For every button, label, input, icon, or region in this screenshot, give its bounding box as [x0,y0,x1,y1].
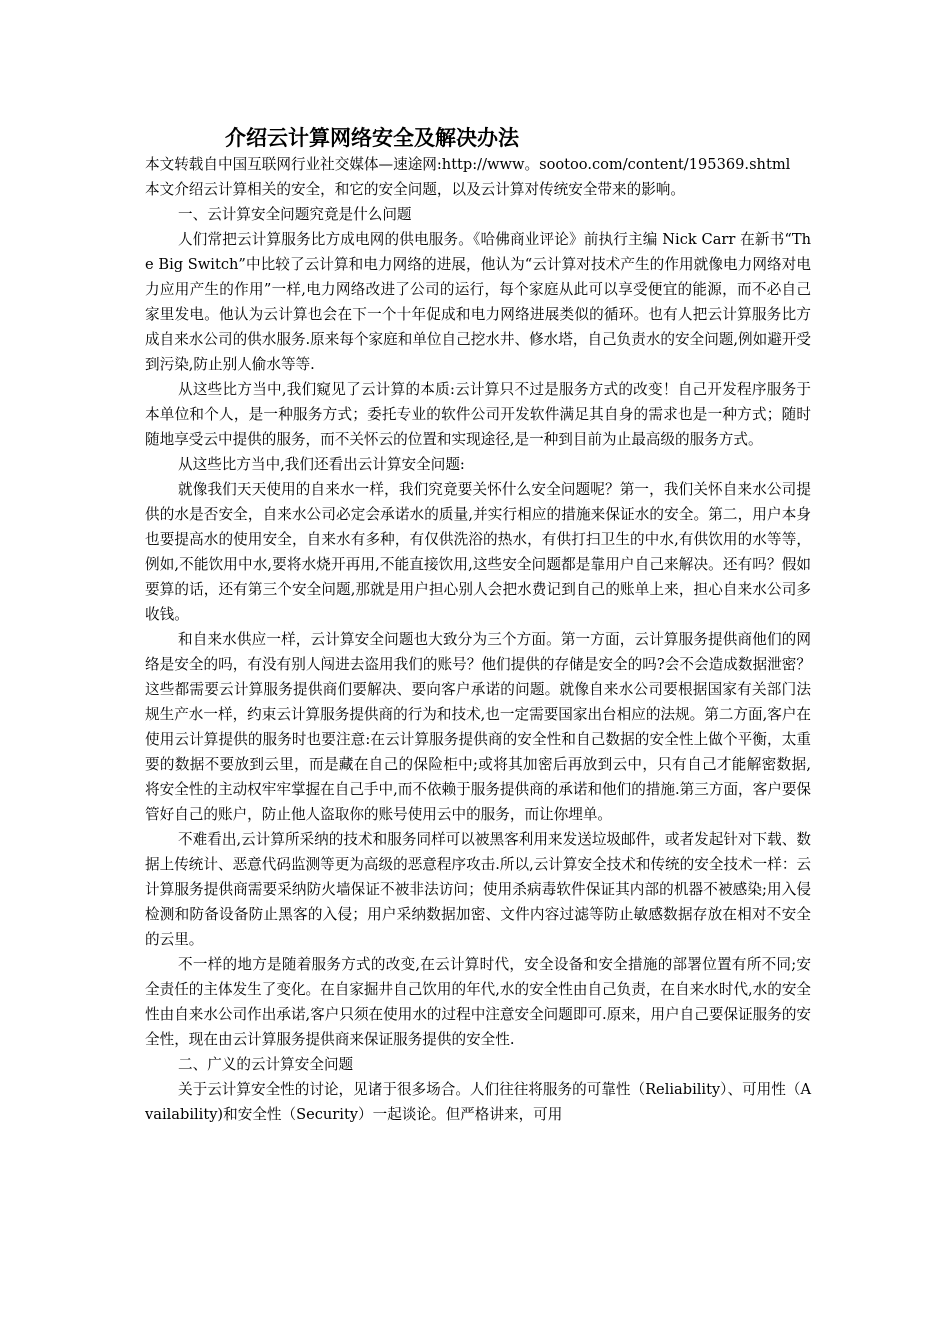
section-heading-2: 二、广义的云计算安全问题 [178,1056,354,1073]
body-paragraph: 人们常把云计算服务比方成电网的供电服务。《哈佛商业评论》前执行主编 Nick Carr 在新书“The Big Switch”中比较了云计算和电力网络的进展，他认为“云计算对技术产生的作用就像电力网络对电力应用产生的作用”一样,电力网络改进了公司的运行，每个家庭从此可以享受便宜的能源，而不必自己家里发电。他认为云计算也会在下一个十年促成和电力网络进展类似的循环。也有人把云计算服务比方成自来水公司的供水服务.原来每个家庭和单位自己挖水井、修水塔，自己负责水的安全问题,例如避开受到污染,防止别人偷水等等. [145,231,812,373]
body-paragraph: 不难看出,云计算所采纳的技术和服务同样可以被黑客利用来发送垃圾邮件，或者发起针对下载、数据上传统计、恶意代码监测等更为高级的恶意程序攻击.所以,云计算安全技术和传统的安全技术一样：云计算服务提供商需要采纳防火墙保证不被非法访问；使用杀病毒软件保证其内部的机器不被感染;用入侵检测和防备设备防止黑客的入侵；用户采纳数据加密、文件内容过滤等防止敏感数据存放在相对不安全的云里。 [145,831,812,948]
intro-paragraph: 本文介绍云计算相关的安全，和它的安全问题，以及云计算对传统安全带来的影响。 [145,181,685,198]
body-paragraph: 从这些比方当中,我们窥见了云计算的本质:云计算只不过是服务方式的改变！自己开发程序服务于本单位和个人，是一种服务方式；委托专业的软件公司开发软件满足其自身的需求也是一种方式；随时随地享受云中提供的服务，而不关怀云的位置和实现途径,是一种到目前为止最高级的服务方式。 [145,381,811,448]
document-title: 介绍云计算网络安全及解决办法 [225,126,519,150]
source-line: 本文转载自中国互联网行业社交媒体—速途网:http://www。sootoo.com/content/195369.shtml [145,156,791,173]
section-heading-1: 一、云计算安全问题究竟是什么问题 [178,206,412,223]
body-paragraph: 不一样的地方是随着服务方式的改变,在云计算时代，安全设备和安全措施的部署位置有所不同;安全责任的主体发生了变化。在自家掘井自己饮用的年代,水的安全性由自己负责，在自来水时代,水的安全性由自来水公司作出承诺,客户只须在使用水的过程中注意安全问题即可.原来，用户自己要保证服务的安全性，现在由云计算服务提供商来保证服务提供的安全性. [145,956,812,1048]
document-page [145,124,811,1127]
body-paragraph: 从这些比方当中,我们还看出云计算安全问题: [178,456,465,473]
body-paragraph: 和自来水供应一样，云计算安全问题也大致分为三个方面。第一方面，云计算服务提供商他们的网络是安全的吗，有没有别人闯进去盗用我们的账号？他们提供的存储是安全的吗?会不会造成数据泄密？这些都需要云计算服务提供商们要解决、要向客户承诺的问题。就像自来水公司要根据国家有关部门法规生产水一样，约束云计算服务提供商的行为和技术,也一定需要国家出台相应的法规。第二方面,客户在使用云计算提供的服务时也要注意:在云计算服务提供商的安全性和自己数据的安全性上做个平衡，太重要的数据不要放到云里，而是藏在自己的保险柜中;或将其加密后再放到云中，只有自己才能解密数据,将安全性的主动权牢牢掌握在自己手中,而不依赖于服务提供商的承诺和他们的措施.第三方面，客户要保管好自己的账户，防止他人盗取你的账号使用云中的服务，而让你埋单。 [145,631,812,823]
body-paragraph: 就像我们天天使用的自来水一样，我们究竟要关怀什么安全问题呢？第一，我们关怀自来水公司提供的水是否安全，自来水公司必定会承诺水的质量,并实行相应的措施来保证水的安全。第二，用户本身也要提高水的使用安全，自来水有多种，有仅供洗浴的热水，有供打扫卫生的中水,有供饮用的水等等，例如,不能饮用中水,要将水烧开再用,不能直接饮用,这些安全问题都是靠用户自己来解决。还有吗？假如要算的话，还有第三个安全问题,那就是用户担心别人会把水费记到自己的账单上来，担心自来水公司多收钱。 [145,481,811,623]
body-paragraph: 关于云计算安全性的讨论，见诸于很多场合。人们往往将服务的可靠性（Reliability）、可用性（Availability)和安全性（Security）一起谈论。但严格讲来，可用 [145,1081,811,1123]
